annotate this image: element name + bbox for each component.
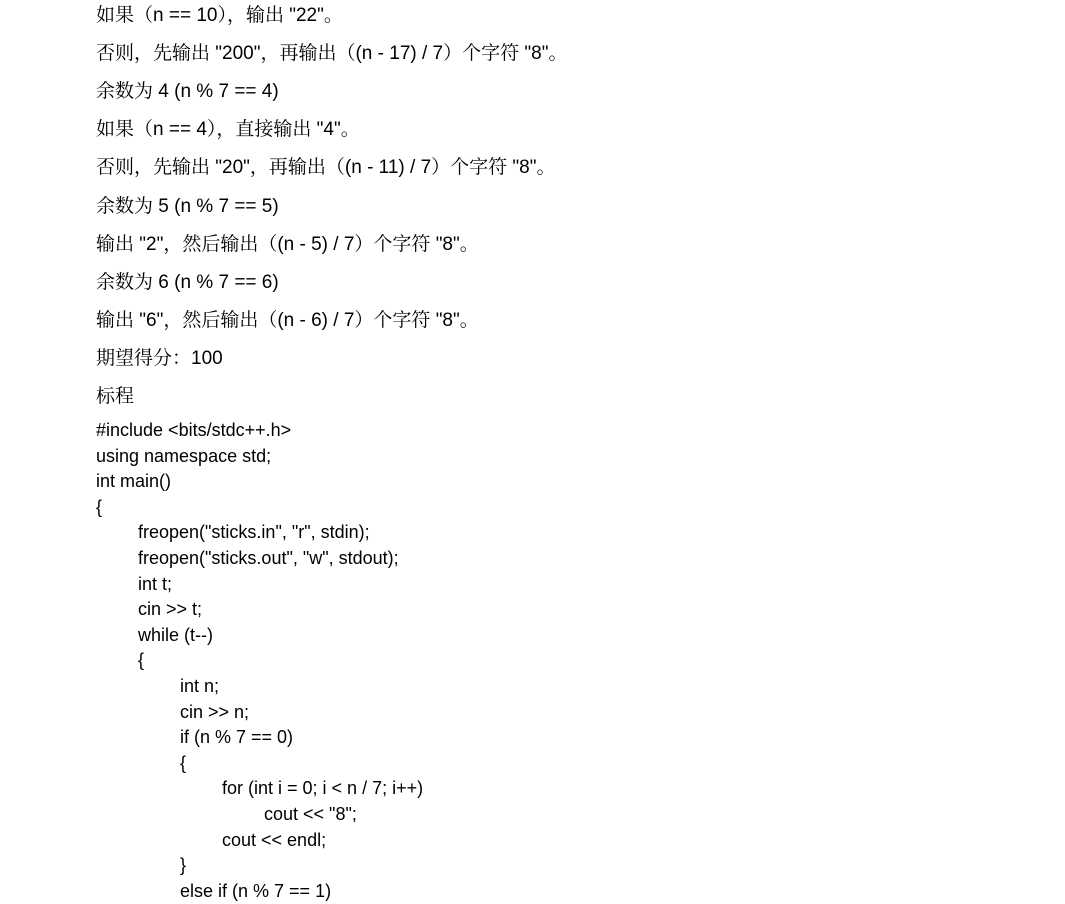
paragraph-case-n-4: 如果（n == 4），直接输出 "4"。 xyxy=(96,119,360,140)
paragraph-case-n-10: 如果（n == 10），输出 "22"。 xyxy=(96,5,343,26)
code-line: int t; xyxy=(138,573,173,594)
code-line: while (t--) xyxy=(138,624,213,645)
code-line: } xyxy=(180,855,187,876)
paragraph-output-2: 输出 "2"，然后输出（(n - 5) / 7）个字符 "8"。 xyxy=(96,234,479,255)
code-line: else if (n % 7 == 1) xyxy=(180,880,332,901)
expected-score: 期望得分：100 xyxy=(96,348,223,369)
heading-remainder-6: 余数为 6 (n % 7 == 6) xyxy=(96,272,279,293)
section-title-std-code: 标程 xyxy=(96,386,135,407)
code-line: cin >> n; xyxy=(180,701,250,722)
code-line: cin >> t; xyxy=(138,599,203,620)
code-line: int main() xyxy=(96,471,172,492)
code-line: { xyxy=(138,650,145,671)
heading-remainder-5: 余数为 5 (n % 7 == 5) xyxy=(96,196,279,217)
code-line: { xyxy=(180,752,187,773)
code-block xyxy=(96,418,423,904)
paragraph-else-200: 否则，先输出 "200"，再输出（(n - 17) / 7）个字符 "8"。 xyxy=(96,43,568,64)
code-line: using namespace std; xyxy=(96,445,272,466)
code-line: cout << "8"; xyxy=(264,803,357,824)
paragraph-else-20: 否则，先输出 "20"，再输出（(n - 11) / 7）个字符 "8"。 xyxy=(96,157,556,178)
code-line: freopen("sticks.out", "w", stdout); xyxy=(138,547,399,568)
code-line: for (int i = 0; i < n / 7; i++) xyxy=(222,778,424,799)
code-line: { xyxy=(96,496,103,517)
code-line: cout << endl; xyxy=(222,829,327,850)
code-line: if (n % 7 == 0) xyxy=(180,727,294,748)
code-line: int n; xyxy=(180,675,220,696)
code-line: #include <bits/stdc++.h> xyxy=(96,420,292,440)
code-line: freopen("sticks.in", "r", stdin); xyxy=(138,522,370,543)
paragraph-output-6: 输出 "6"，然后输出（(n - 6) / 7）个字符 "8"。 xyxy=(96,310,479,331)
heading-remainder-4: 余数为 4 (n % 7 == 4) xyxy=(96,81,279,102)
